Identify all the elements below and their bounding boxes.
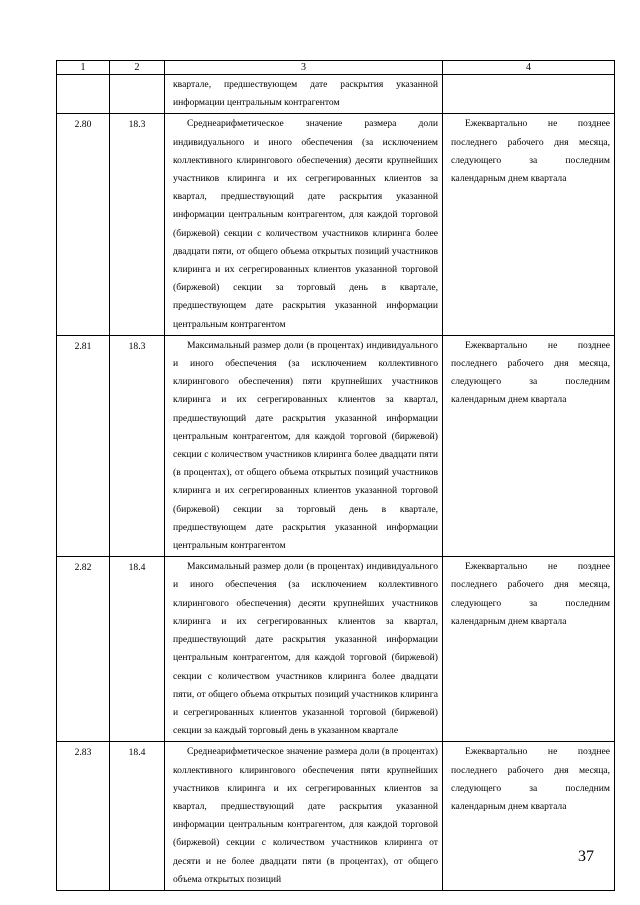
table-body bbox=[57, 75, 615, 891]
row-reference: 18.3 bbox=[110, 335, 165, 556]
row-description: Среднеарифметическое значение размера доли (в процентах) коллективного клирингового обеспечения пяти крупнейших участников клиринга и их сегрегированных клиентов за квартал, предшествующий дате раскрытия указанной информации центральным контрагентом, для каждой торговой (биржевой) секции с количеством участников клиринга от десяти и не более двадцати пяти (в процентах), от общего объема открытых позиций bbox=[165, 742, 443, 891]
row-description: Максимальный размер доли (в процентах) индивидуального и иного обеспечения (за исключением коллективного клирингового обеспечения) десяти крупнейших участников клиринга и их сегрегированных клиентов за квартал, предшествующий дате раскрытия указанной информации центральным контрагентом, для каждой торговой (биржевой) секции с количеством участников клиринга более двадцати пяти, от общего объема открытых позиций участников клиринга и сегрегированных клиентов указанной торговой (биржевой) секции за каждый торговый день в указанном квартале bbox=[165, 557, 443, 742]
header-col-4: 4 bbox=[443, 61, 615, 75]
row-period: Ежеквартально не позднее последнего рабочего дня месяца, следующего за последним календарным днем квартала bbox=[443, 557, 615, 742]
row-reference bbox=[110, 75, 165, 114]
row-reference: 18.4 bbox=[110, 742, 165, 891]
row-number: 2.82 bbox=[57, 557, 110, 742]
row-number: 2.83 bbox=[57, 742, 110, 891]
row-period: Ежеквартально не позднее последнего рабочего дня месяца, следующего за последним календарным днем квартала bbox=[443, 114, 615, 335]
header-col-1: 1 bbox=[57, 61, 110, 75]
row-description: Среднеарифметическое значение размера доли индивидуального и иного обеспечения (за исключением коллективного клирингового обеспечения) десяти крупнейших участников клиринга и их сегрегированных клиентов за квартал, предшествующий дате раскрытия указанной информации центральным контрагентом, для каждой торговой (биржевой) секции с количеством участников клиринга более двадцати пяти, от общего объема открытых позиций участников клиринга и их сегрегированных клиентов указанной торговой (биржевой) секции за торговый день в квартале, предшествующем дате раскрытия указанной информации центральным контрагентом bbox=[165, 114, 443, 335]
disclosure-table bbox=[56, 60, 615, 891]
table-row bbox=[57, 557, 615, 742]
table-header bbox=[57, 61, 615, 75]
row-period: Ежеквартально не позднее последнего рабочего дня месяца, следующего за последним календарным днем квартала bbox=[443, 742, 615, 891]
row-reference: 18.4 bbox=[110, 557, 165, 742]
table-row bbox=[57, 114, 615, 335]
header-col-3: 3 bbox=[165, 61, 443, 75]
row-period bbox=[443, 75, 615, 114]
row-description: квартале, предшествующем дате раскрытия указанной информации центральным контрагентом bbox=[165, 75, 443, 114]
row-reference: 18.3 bbox=[110, 114, 165, 335]
row-number: 2.80 bbox=[57, 114, 110, 335]
page-number: 37 bbox=[578, 848, 594, 865]
continuation-row bbox=[57, 75, 615, 114]
row-period: Ежеквартально не позднее последнего рабочего дня месяца, следующего за последним календарным днем квартала bbox=[443, 335, 615, 556]
header-row bbox=[57, 61, 615, 75]
row-description: Максимальный размер доли (в процентах) индивидуального и иного обеспечения (за исключением коллективного клирингового обеспечения) пяти крупнейших участников клиринга и их сегрегированных клиентов за квартал, предшествующий дате раскрытия указанной информации центральным контрагентом, для каждой торговой (биржевой) секции с количеством участников клиринга более двадцати пяти (в процентах), от общего объема открытых позиций участников клиринга и их сегрегированных клиентов указанной торговой (биржевой) секции за торговый день в квартале, предшествующем дате раскрытия указанной информации центральным контрагентом bbox=[165, 335, 443, 556]
table-row bbox=[57, 742, 615, 891]
header-col-2: 2 bbox=[110, 61, 165, 75]
row-number bbox=[57, 75, 110, 114]
table-row bbox=[57, 335, 615, 556]
row-number: 2.81 bbox=[57, 335, 110, 556]
